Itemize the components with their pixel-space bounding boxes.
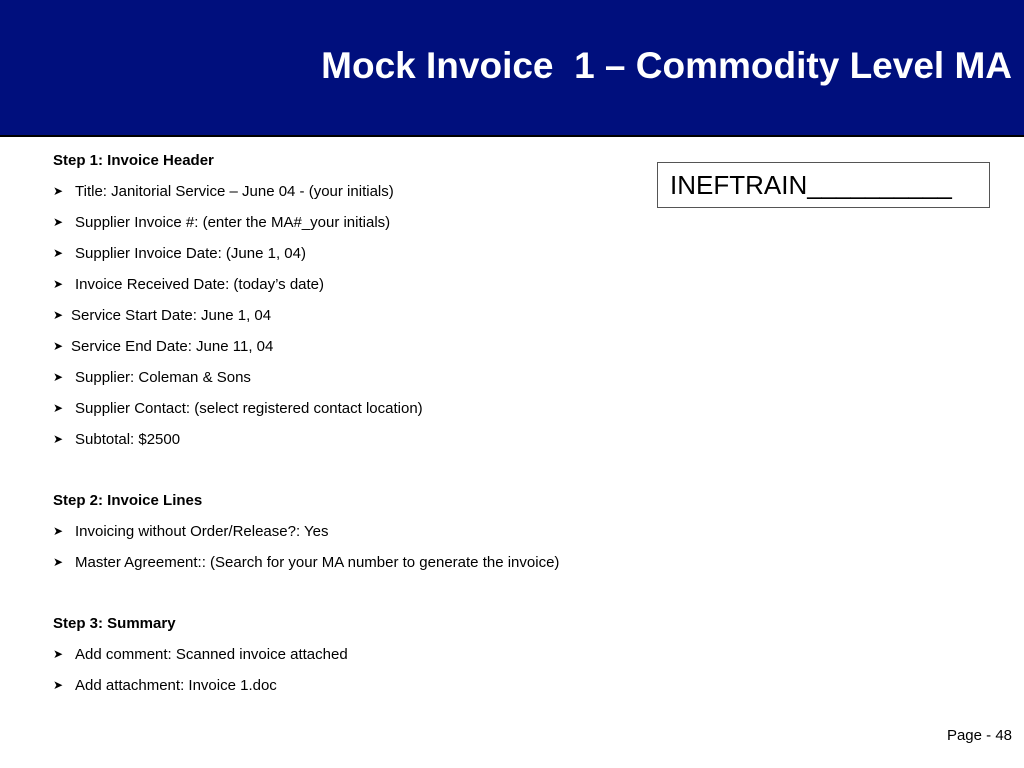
arrow-bullet-icon: ➤ (53, 370, 64, 384)
arrow-bullet-icon: ➤ (53, 647, 64, 661)
arrow-bullet-icon: ➤ (53, 215, 64, 229)
title-banner (0, 0, 1024, 137)
step3-heading: Step 3: Summary (53, 615, 176, 632)
list-item: ➤ Service End Date: June 11, 04 (53, 338, 274, 355)
arrow-bullet-icon: ➤ (53, 184, 64, 198)
list-item: ➤ Supplier Invoice Date: (June 1, 04) (53, 245, 306, 262)
page-number: Page - 48 (946, 727, 1012, 744)
step1-heading: Step 1: Invoice Header (53, 152, 214, 169)
section-spacer (53, 460, 693, 490)
arrow-bullet-icon: ➤ (53, 308, 64, 322)
list-item: ➤ Add comment: Scanned invoice attached (53, 646, 348, 663)
arrow-bullet-icon: ➤ (53, 524, 64, 538)
step2-heading: Step 2: Invoice Lines (53, 492, 203, 509)
list-item: ➤ Subtotal: $2500 (53, 431, 181, 448)
list-item: ➤ Supplier: Coleman & Sons (53, 369, 251, 386)
list-item: ➤ Invoicing without Order/Release?: Yes (53, 523, 329, 540)
arrow-bullet-icon: ➤ (53, 432, 64, 446)
list-item: ➤ Supplier Invoice #: (enter the MA#_your initials) (53, 214, 391, 231)
slide-title: Mock Invoice 1 – Commodity Level MA (321, 45, 1012, 86)
arrow-bullet-icon: ➤ (53, 678, 64, 692)
arrow-bullet-icon: ➤ (53, 339, 64, 353)
list-item: ➤ Invoice Received Date: (today’s date) (53, 276, 325, 293)
arrow-bullet-icon: ➤ (53, 277, 64, 291)
arrow-bullet-icon: ➤ (53, 401, 64, 415)
list-item: ➤ Supplier Contact: (select registered contact location) (53, 400, 423, 417)
arrow-bullet-icon: ➤ (53, 555, 64, 569)
list-item: ➤ Add attachment: Invoice 1.doc (53, 677, 277, 694)
section-spacer (53, 583, 693, 613)
arrow-bullet-icon: ➤ (53, 246, 64, 260)
ineftrain-id-box: INEFTRAIN__________ (657, 162, 990, 208)
list-item: ➤ Master Agreement:: (Search for your MA number to generate the invoice) (53, 554, 560, 571)
list-item: ➤ Service Start Date: June 1, 04 (53, 307, 272, 324)
list-item: ➤ Title: Janitorial Service – June 04 - (your initials) (53, 183, 394, 200)
steps-list (53, 150, 693, 706)
